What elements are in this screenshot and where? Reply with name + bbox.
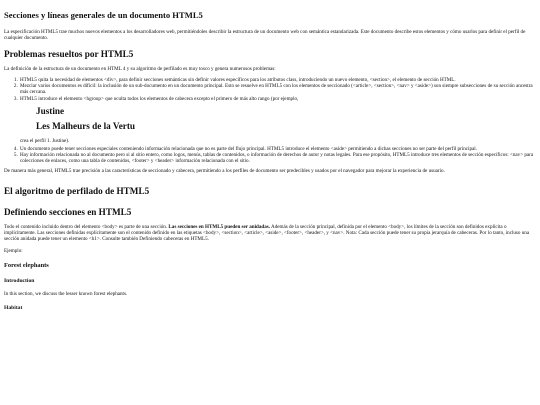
list-item: 4. Un documento puede tener secciones especiales conteniendo información relacionada que no es parte del flujo principal. HTML5 introduce el elemento <aside> permitiendo a dichas secciones no ser parte del perfil principal.: [19, 146, 534, 152]
problems-list: [4, 77, 534, 164]
defining-paragraph-bold: Las secciones en HTML5 pueden ser anidadas.: [168, 224, 271, 231]
defining-paragraph-end: Además de la sección principal, definida por el elemento <body>, los límites de la sección son definidos explícita o implícitamente. Las secciones definidas explícitamente son el contenido definido en las etiquetas <body>, <section>, <article>, <aside>, <footer>, <header>, y <nav>. Nota: Cada sección puede tener su propia jerarquía de cabeceras. Por lo tanto, incluso una sección anidada puede tener un elemento <h1>. Consulte también Definiendo cabeceras en HTML5.: [4, 224, 530, 243]
example-intro-text: In this section, we discuss the lesser known forest elephants.: [4, 290, 128, 297]
sample-heading-justine: Justine: [36, 105, 65, 116]
list-item: 5. Hay información relacionada no al documento pero si al sitio entero, como logos, menús, tablas de contenidos, o información de derechos de autor y notas legales. Para ese propósito, HTML5 introduce tres elementos de sección específicos: <nav> para colecciones de enlaces, como una tabla de contenidos, <footer> y <header> información relacionada con el sitio.: [19, 152, 534, 164]
list-item-continuation: crea el perfil 1. Justine).: [20, 137, 70, 144]
problems-summary: De manera más general, HTML5 trae precisión a las características de seccionado y cabecera, permitiendo a los perfiles de documento ser predecibles y usados por el navegador para mejorar la experiencia de usuario.: [4, 168, 445, 175]
document-page: [4, 0, 534, 318]
intro-paragraph: La especificación HTML5 trae muchos nuevos elementos a los desarrolladores web, permitiéndoles describir la estructura de un documento web con semántica estandarizada. Este documento describe estos elementos y cómo usarlos para definir el perfil de cualquier documento.: [4, 29, 526, 42]
defining-paragraph: [4, 224, 534, 242]
example-label: Ejemplo:: [4, 248, 23, 255]
example-habitat-heading: Habitat: [4, 304, 23, 311]
example-intro-heading: Introduction: [4, 277, 35, 284]
sample-heading-malheurs: Les Malheurs de la Vertu: [36, 120, 136, 131]
problems-heading: Problemas resueltos por HTML5: [4, 49, 134, 60]
example-title: Forest elephants: [4, 261, 49, 269]
defining-paragraph-start: Todo el contenido incluido dentro del elemento <body> es parte de una sección.: [4, 224, 169, 231]
list-item-text: HTML5 introduce el elemento <hgroup> que oculta todos los elementos de cabecera excepto el primero de más alto rango (por ejemplo,: [20, 95, 299, 102]
algorithm-heading: El algoritmo de perfilado de HTML5: [4, 186, 150, 197]
list-item: 1. HTML5 quita la necesidad de elementos <div>, para definir secciones semánticas sin definir valores específicos para los atributos class, introduciendo un nuevo elemento, <section>, el elemento de sección HTML.: [19, 77, 534, 83]
list-item: 2. Mezclar varios documentos es difícil: la inclusión de un sub-documento en un documento principal. Esto se resuelve en HTML5 con los elementos de seccionado (<article>, <section>, <nav> y <aside>) son siempre subsecciones de su sección ancestra más cercana.: [19, 83, 534, 95]
defining-heading: Definiendo secciones en HTML5: [4, 207, 132, 218]
problems-intro: La definición de la estructura de un documento en HTML 4 y su algoritmo de perfilado es muy tosco y genera numerosos problemas:: [4, 66, 276, 73]
page-title: Secciones y líneas generales de un documento HTML5: [4, 10, 203, 20]
list-item: [19, 96, 534, 144]
